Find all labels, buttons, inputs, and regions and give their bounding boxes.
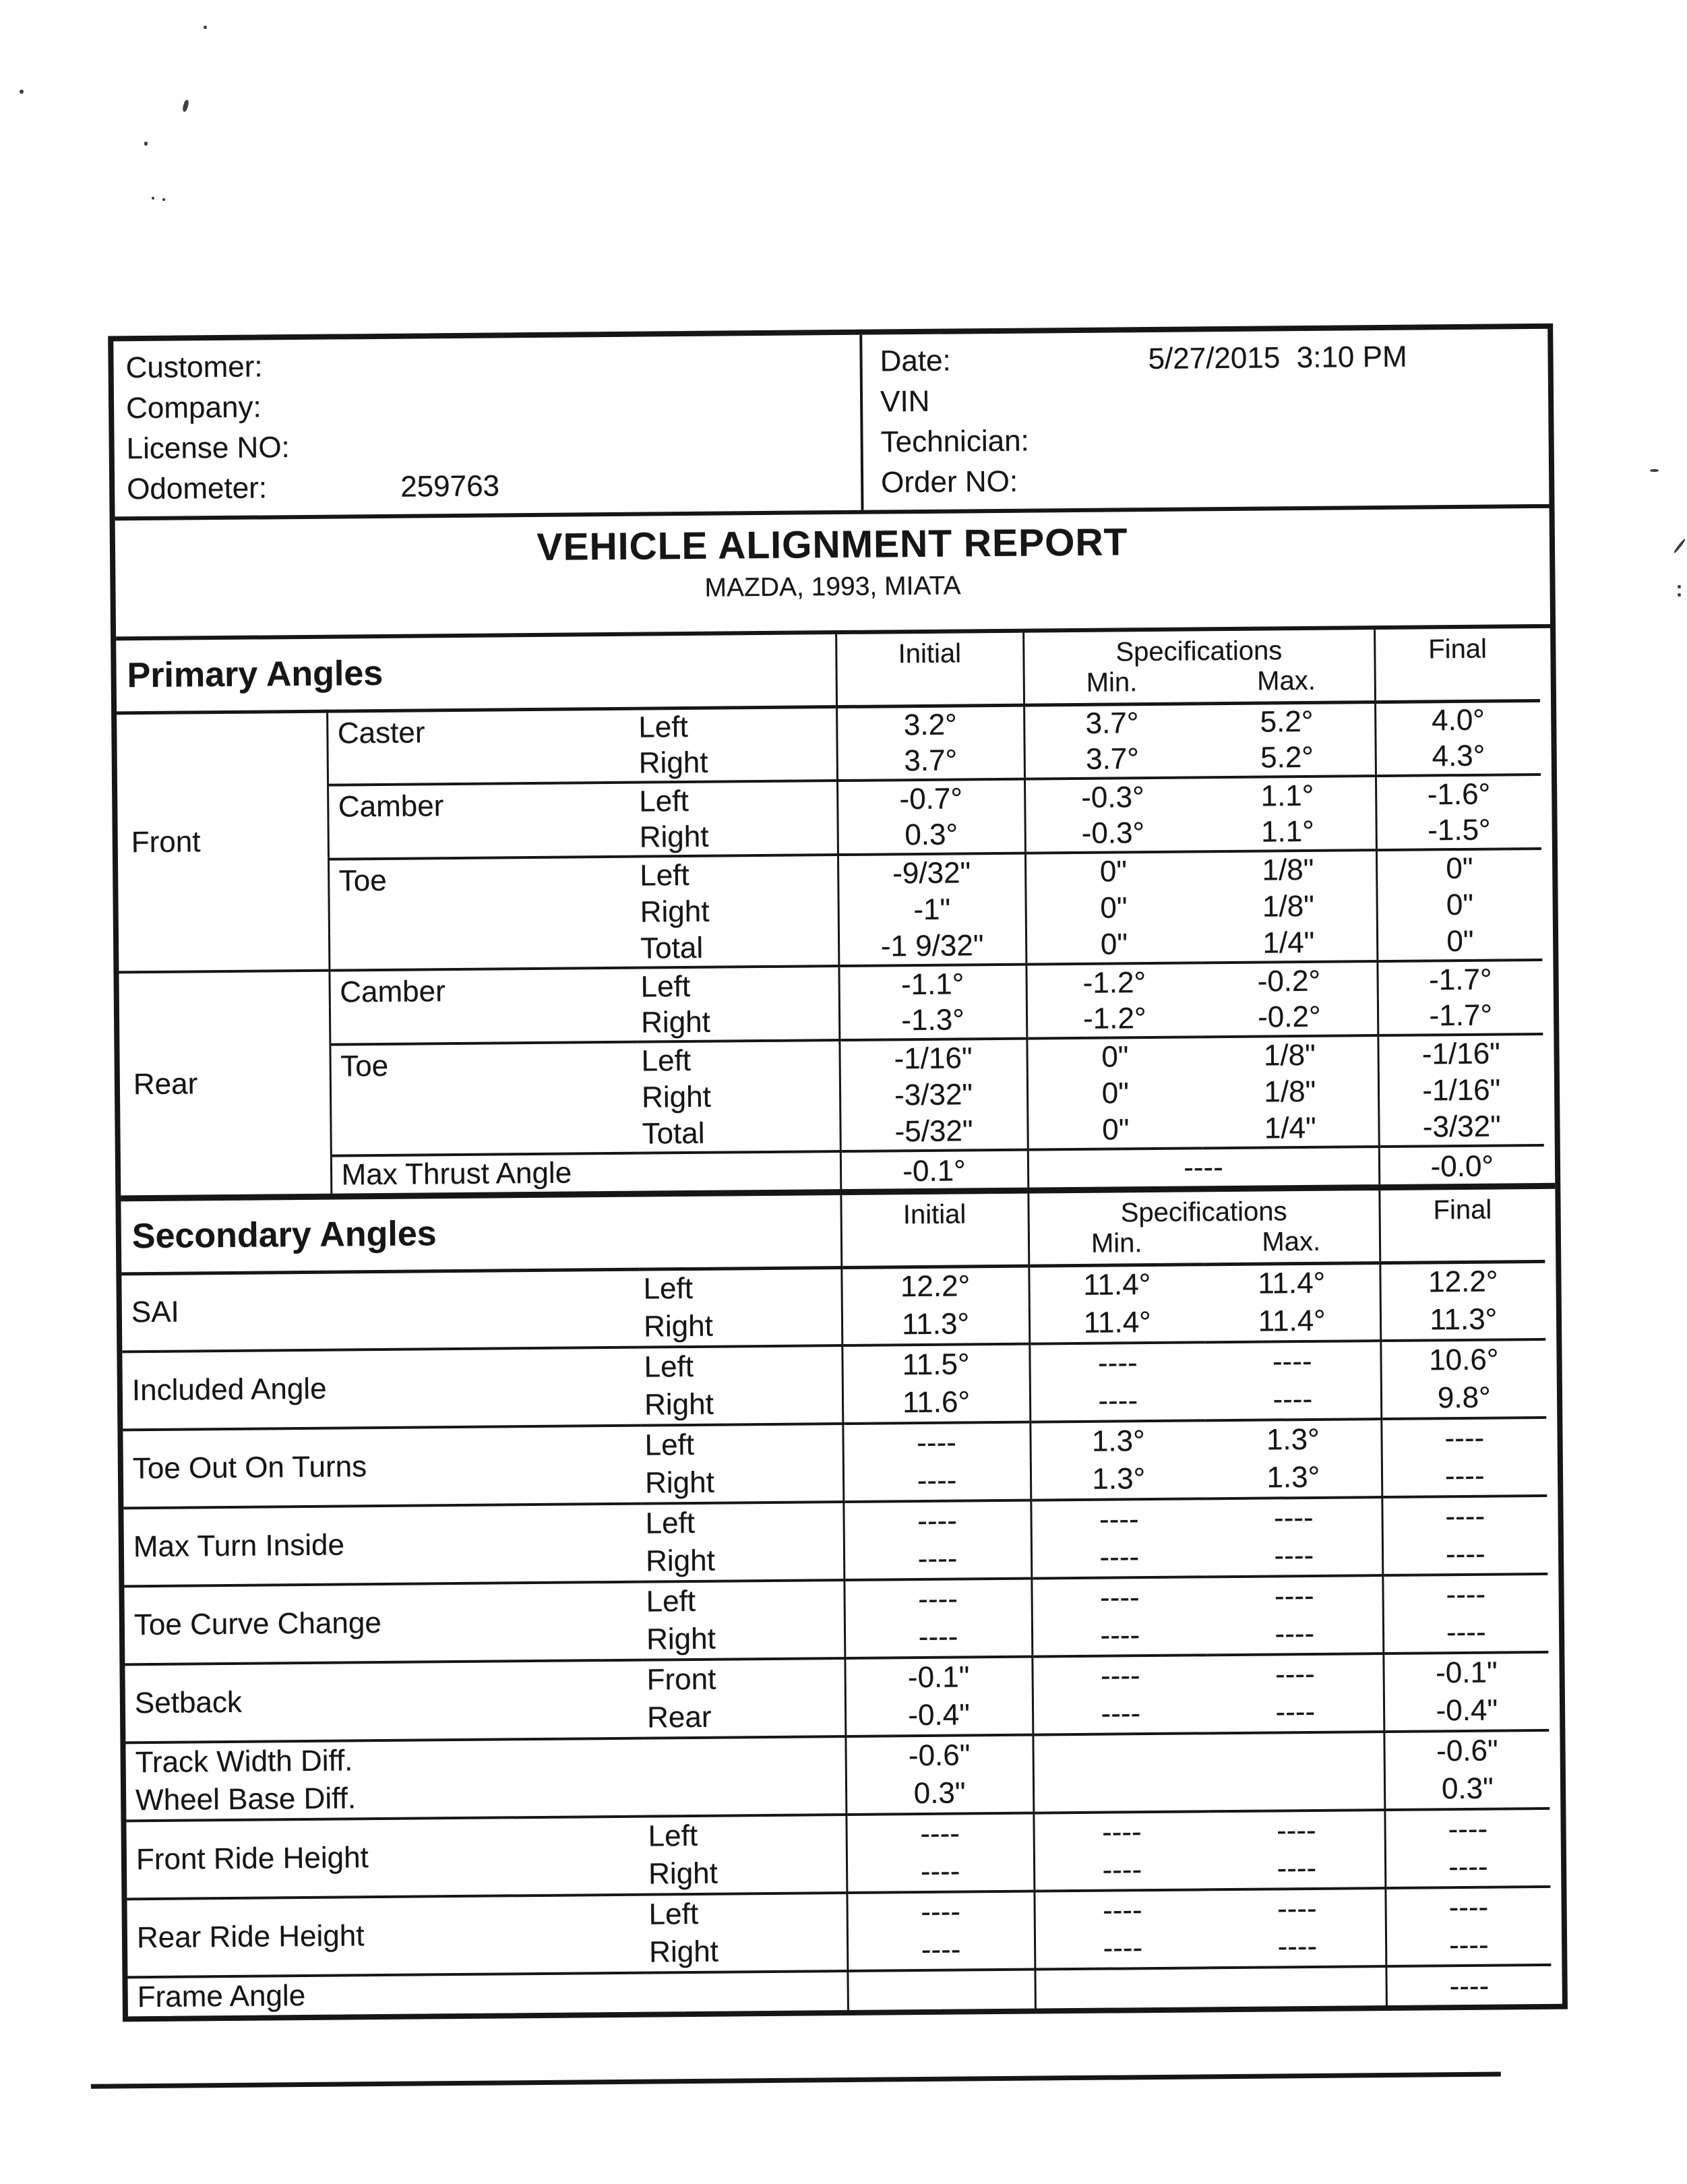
column-min: Min. [1024, 667, 1199, 704]
cell-initial: ---- [845, 1618, 1032, 1658]
order-row [863, 458, 1549, 502]
cell-initial: 11.3° [842, 1305, 1029, 1345]
param-label: Toe [330, 1042, 638, 1156]
cell-min: -1.2° [1026, 963, 1201, 1001]
cell-min: ---- [1031, 1538, 1206, 1578]
param-label: Camber [328, 783, 636, 859]
cell-max: -0.2° [1257, 1000, 1321, 1034]
cell-min: 1.3° [1030, 1420, 1205, 1461]
footer-rule [91, 2072, 1501, 2089]
cell-position: Right [648, 1935, 719, 1969]
technician-row [863, 418, 1548, 462]
cell-min: -1.2° [1026, 1000, 1202, 1038]
cell-max: 1/8" [1262, 889, 1315, 923]
cell-max: 1/4" [1262, 926, 1315, 960]
cell-final: 4.3° [1376, 737, 1541, 776]
block-label: Max Turn Inside [123, 1504, 642, 1587]
param-label: Camber [329, 968, 637, 1045]
cell-position: Left [641, 1502, 843, 1543]
info-right-column [862, 329, 1549, 510]
odometer-value: 259763 [400, 469, 500, 504]
cell-position: Left [637, 1040, 839, 1079]
cell-min: 0" [1025, 888, 1200, 927]
cell-min: ---- [1031, 1577, 1206, 1617]
scan-artifact [1678, 585, 1681, 588]
cell-max: ---- [1209, 1888, 1386, 1929]
report-title: VEHICLE ALIGNMENT REPORT [536, 520, 1128, 569]
cell-min: 0" [1026, 1037, 1202, 1075]
cell-position: Left [638, 710, 688, 744]
cell-initial: 11.5° [842, 1344, 1029, 1385]
block-label: Frame Angle [127, 1971, 847, 2016]
cell-min: ---- [1029, 1342, 1204, 1383]
cell-min: ---- [1034, 1850, 1209, 1891]
block-label: Toe Curve Change [124, 1582, 642, 1665]
cell-max: 5.2° [1260, 704, 1314, 739]
cell-position: Left [644, 1815, 846, 1856]
cell-max: 1.1° [1260, 814, 1315, 849]
group-label: Front [131, 825, 201, 859]
cell-final: -1/16" [1378, 1034, 1543, 1072]
block-label: Front Ride Height [126, 1817, 644, 1900]
vin-row [863, 377, 1548, 421]
cell-position: Right [638, 746, 708, 780]
group-label: Rear [119, 971, 331, 1196]
info-header [113, 329, 1549, 521]
cell-max: ---- [1207, 1654, 1384, 1694]
cell-min: ---- [1034, 1889, 1209, 1930]
block-label: Setback [125, 1660, 643, 1743]
cell-final: -0.0° [1379, 1145, 1544, 1184]
cell-position: Total [640, 931, 704, 965]
info-left-column [113, 335, 863, 517]
cell-min: -0.3° [1024, 814, 1200, 853]
block-label: SAI [131, 1295, 179, 1329]
cell-initial: -0.4" [845, 1696, 1033, 1736]
cell-position: Left [642, 1580, 844, 1621]
cell-initial: ---- [847, 1931, 1035, 1971]
cell-max: ---- [1275, 1616, 1315, 1651]
cell-position: Right [645, 1544, 716, 1578]
cell-initial: ---- [846, 1813, 1033, 1854]
cell-final: ---- [1381, 1418, 1546, 1458]
cell-position: Right [648, 1856, 718, 1891]
cell-initial: -0.1° [840, 1150, 1028, 1189]
vin-label: VIN [880, 384, 930, 419]
cell-min [1033, 1772, 1208, 1813]
cell-initial: 0.3° [837, 816, 1024, 855]
column-specifications: Specifications [1028, 1190, 1379, 1230]
vehicle-description: MAZDA, 1993, MIATA [704, 571, 961, 603]
param-label: Max Thrust Angle [331, 1151, 840, 1194]
cell-min: 0" [1027, 1111, 1202, 1149]
cell-position: Right [644, 1465, 715, 1500]
cell-final: -1.7° [1378, 997, 1543, 1035]
cell-position: Right [643, 1309, 714, 1343]
block-label: Included Angle [122, 1347, 640, 1430]
cell-final: -0.4" [1384, 1691, 1549, 1732]
cell-min: 3.7° [1024, 740, 1200, 779]
cell-final: 12.2° [1380, 1261, 1545, 1302]
cell-position: Total [642, 1116, 705, 1151]
cell-initial: ---- [844, 1579, 1031, 1619]
cell-min [1035, 1968, 1210, 2008]
cell-initial: 11.6° [842, 1383, 1030, 1424]
cell-position: Left [636, 966, 838, 1005]
cell-min: ---- [1033, 1811, 1208, 1852]
cell-initial: -1/16" [839, 1039, 1026, 1077]
secondary-header [121, 1189, 1545, 1273]
cell-final: 0" [1376, 849, 1541, 887]
cell-max: ---- [1277, 1929, 1318, 1964]
cell-position: Front [642, 1658, 845, 1699]
scan-artifact [152, 197, 154, 200]
cell-initial: ---- [847, 1852, 1034, 1893]
cell-position: Right [641, 1080, 712, 1114]
cell-min: 11.4° [1029, 1303, 1204, 1343]
cell-final: ---- [1384, 1809, 1550, 1849]
cell-final: 9.8° [1381, 1378, 1546, 1419]
cell-position: Right [640, 894, 710, 929]
alignment-report [108, 324, 1568, 2022]
date-value: 5/27/2015 3:10 PM [1148, 340, 1407, 376]
cell-min: ---- [1030, 1381, 1205, 1422]
cell-initial: ---- [843, 1500, 1031, 1541]
cell-initial: -1" [838, 890, 1025, 929]
cell-final: ---- [1382, 1535, 1547, 1575]
column-final: Final [1379, 1189, 1545, 1263]
cell-max: ---- [1208, 1810, 1385, 1850]
cell-min: ---- [1032, 1616, 1207, 1656]
cell-initial: -9/32" [838, 853, 1025, 892]
cell-max: 11.4° [1258, 1267, 1326, 1300]
cell-max: 1.3° [1205, 1419, 1382, 1459]
cell-min: 3.7° [1024, 703, 1199, 741]
cell-initial: 3.7° [837, 742, 1024, 781]
column-initial: Initial [840, 1194, 1029, 1267]
cell-min: 0" [1025, 851, 1200, 890]
param-label: Toe [328, 857, 636, 971]
cell-max: ---- [1206, 1497, 1382, 1538]
cell-final: 10.6° [1380, 1339, 1545, 1380]
cell-final: ---- [1382, 1496, 1547, 1536]
cell-max [1210, 1966, 1386, 2007]
cell-initial: -0.6" [845, 1735, 1033, 1776]
cell-max: ---- [1277, 1851, 1317, 1885]
scan-artifact [204, 26, 207, 29]
cell-position: Left [635, 781, 837, 820]
cell-min [1033, 1733, 1208, 1773]
cell-final: -1.5° [1376, 812, 1541, 850]
cell-final: -0.6" [1384, 1730, 1549, 1771]
block-label: Track Width Diff. [125, 1736, 845, 1782]
cell-position: Right [639, 820, 709, 854]
cell-max: 1.1° [1200, 776, 1376, 814]
cell-final: ---- [1385, 1848, 1550, 1888]
cell-max: 1/4" [1264, 1111, 1316, 1145]
cell-initial: -5/32" [840, 1113, 1027, 1151]
cell-initial: -0.7° [837, 779, 1024, 818]
cell-min: ---- [1033, 1694, 1208, 1734]
cell-final: ---- [1382, 1574, 1547, 1614]
cell-position: Left [640, 1345, 842, 1387]
column-initial: Initial [836, 633, 1024, 706]
cell-position: Left [643, 1272, 694, 1306]
cell-initial: ---- [844, 1540, 1031, 1580]
column-final: Final [1374, 628, 1540, 702]
company-row [114, 384, 860, 428]
cell-initial [847, 1970, 1035, 2010]
cell-max: 5.2° [1260, 740, 1314, 775]
cell-max: -0.2° [1201, 961, 1377, 1000]
cell-min: 1.3° [1031, 1459, 1206, 1500]
cell-spec-combined: ---- [1028, 1147, 1379, 1188]
cell-final: 0" [1377, 923, 1542, 961]
cell-initial: -0.1" [845, 1657, 1032, 1697]
cell-final: -1.7° [1377, 960, 1542, 998]
cell-final: ---- [1385, 1887, 1550, 1927]
cell-min: 0" [1026, 926, 1201, 964]
odometer-label: Odometer: [126, 471, 268, 506]
cell-max [1208, 1732, 1384, 1772]
cell-position: Right [640, 1005, 711, 1039]
company-label: Company: [125, 390, 262, 425]
technician-label: Technician: [880, 424, 1029, 459]
column-specifications: Specifications [1023, 630, 1374, 669]
cell-initial: -1.3° [839, 1002, 1026, 1040]
cell-final: ---- [1382, 1457, 1547, 1497]
cell-final: -1.6° [1376, 775, 1541, 813]
cell-final: -3/32" [1378, 1108, 1543, 1147]
cell-initial: -1.1° [838, 965, 1026, 1003]
cell-initial: 0.3" [846, 1774, 1033, 1815]
cell-initial: ---- [842, 1422, 1030, 1463]
cell-min: 11.4° [1029, 1264, 1204, 1304]
cell-final: -0.1" [1383, 1652, 1548, 1693]
cell-max: 1/8" [1202, 1035, 1378, 1074]
cell-max: 1.3° [1266, 1460, 1320, 1494]
cell-initial: -1 9/32" [838, 928, 1026, 966]
odometer-row [115, 464, 861, 509]
secondary-heading: Secondary Angles [121, 1195, 841, 1273]
cell-initial: ---- [847, 1891, 1034, 1932]
scan-artifact [1650, 469, 1659, 472]
cell-max: ---- [1206, 1575, 1383, 1616]
cell-position: Rear [646, 1700, 712, 1734]
block-label: Toe Out On Turns [123, 1426, 641, 1509]
column-max: Max. [1199, 665, 1375, 703]
scan-artifact [144, 142, 148, 146]
secondary-angles-table [121, 1189, 1551, 2016]
cell-position: Right [644, 1387, 714, 1422]
cell-min: ---- [1031, 1498, 1206, 1539]
cell-final: 0.3" [1384, 1769, 1550, 1810]
cell-initial: 3.2° [836, 705, 1024, 744]
license-row [114, 424, 860, 468]
license-label: License NO: [126, 431, 290, 466]
cell-max: ---- [1274, 1538, 1314, 1573]
cell-position: Right [646, 1622, 716, 1656]
cell-final: -1/16" [1378, 1071, 1543, 1110]
date-label: Date: [880, 344, 951, 378]
cell-max: 11.4° [1258, 1304, 1326, 1338]
scan-artifact [20, 90, 24, 94]
primary-angles-table [116, 628, 1544, 1195]
cell-position: Left [644, 1893, 847, 1934]
cell-position: Left [640, 1424, 842, 1465]
cell-final: 0" [1376, 886, 1541, 924]
customer-label: Customer: [125, 350, 263, 385]
cell-min: 0" [1027, 1074, 1202, 1112]
cell-initial: -3/32" [840, 1076, 1027, 1114]
date-row [862, 337, 1547, 381]
cell-final: ---- [1386, 1965, 1551, 2005]
column-min: Min. [1029, 1227, 1204, 1265]
cell-max [1208, 1771, 1385, 1811]
primary-heading: Primary Angles [116, 634, 836, 712]
customer-row [113, 343, 859, 388]
cell-initial: ---- [843, 1461, 1031, 1502]
cell-position: Left [636, 855, 838, 894]
cell-max: ---- [1204, 1341, 1381, 1381]
cell-min: ---- [1032, 1655, 1207, 1695]
cell-final: ---- [1383, 1613, 1548, 1654]
cell-max: ---- [1272, 1382, 1313, 1416]
title-box [115, 516, 1550, 641]
block-label: Wheel Base Diff. [135, 1782, 357, 1817]
cell-final: 4.0° [1375, 700, 1540, 739]
cell-max: ---- [1275, 1695, 1316, 1729]
cell-final: 11.3° [1380, 1300, 1545, 1341]
cell-min: ---- [1035, 1929, 1210, 1969]
order-label: Order NO: [880, 464, 1018, 499]
column-max: Max. [1204, 1226, 1380, 1264]
cell-max: 1/8" [1200, 850, 1376, 888]
cell-max: 1/8" [1264, 1074, 1316, 1109]
cell-min: -0.3° [1024, 777, 1200, 816]
block-label: Rear Ride Height [127, 1895, 645, 1978]
param-label: Caster [327, 708, 635, 785]
primary-header [116, 628, 1540, 712]
cell-initial: 12.2° [841, 1266, 1029, 1306]
cell-final: ---- [1386, 1926, 1551, 1966]
